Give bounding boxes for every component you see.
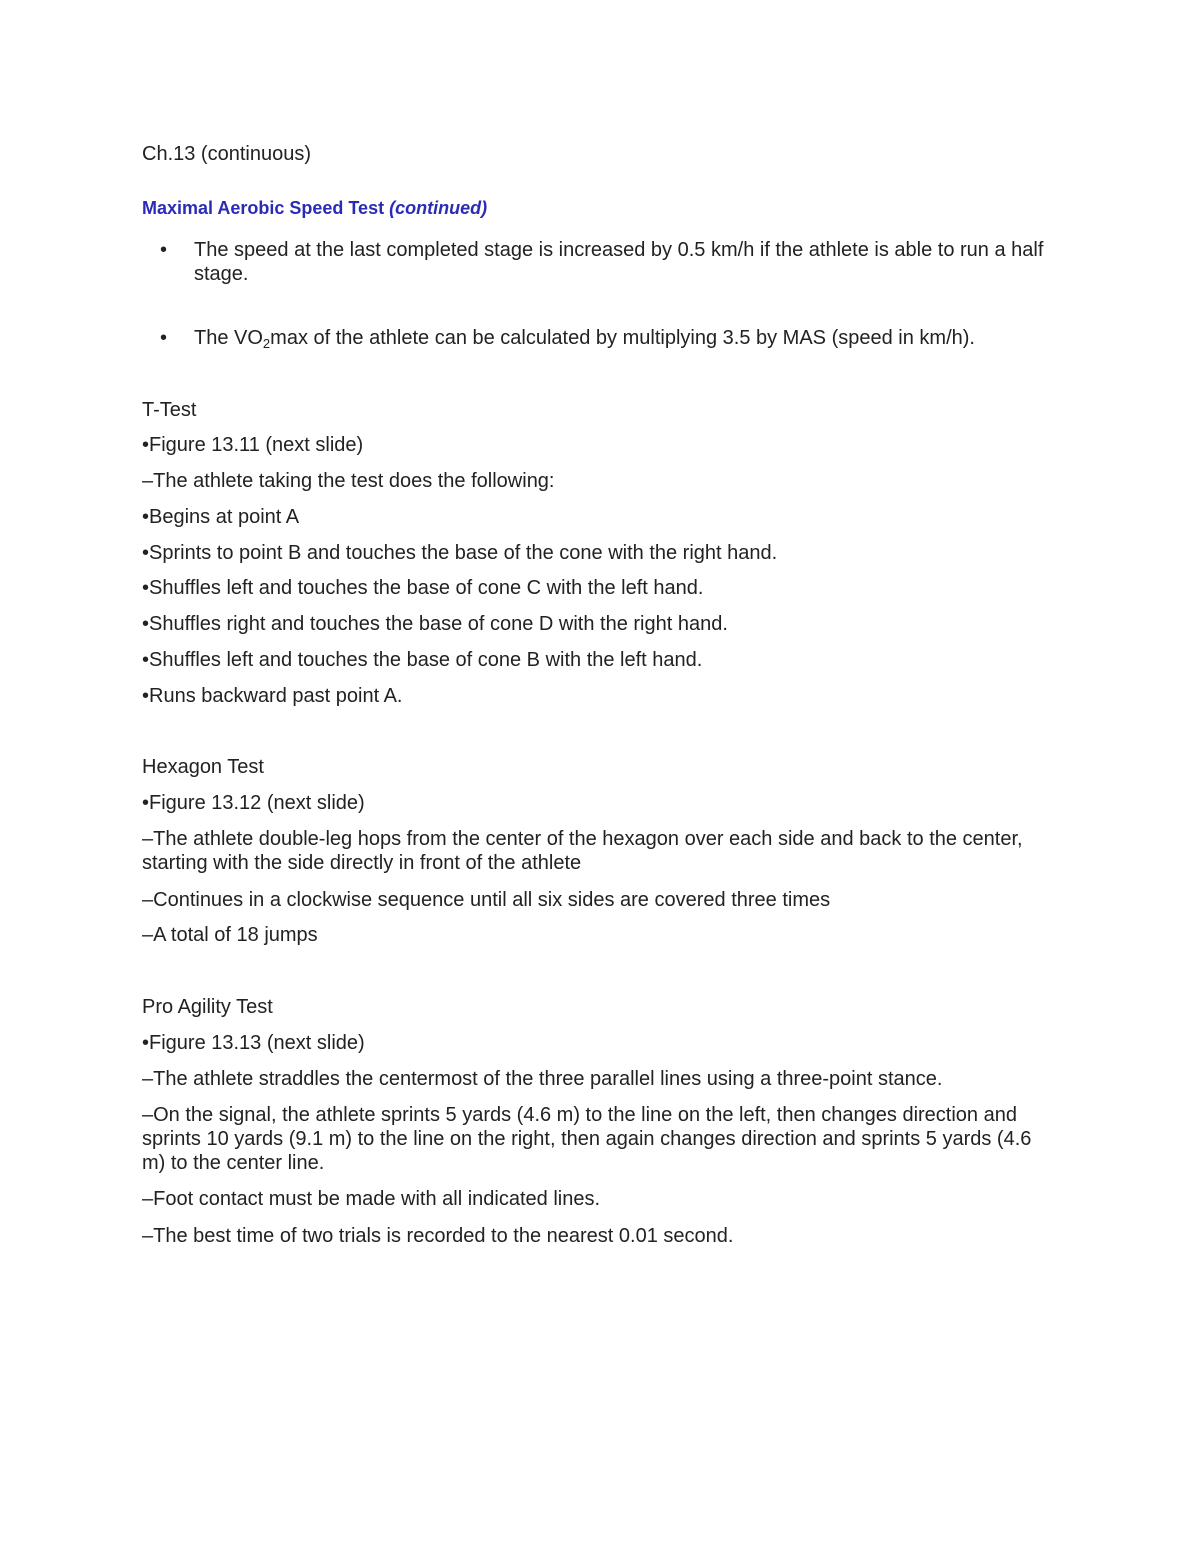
subscript-2: 2 <box>262 336 271 351</box>
proagility-line: •Figure 13.13 (next slide) <box>142 1032 365 1054</box>
proagility-line: –The athlete straddles the centermost of the three parallel lines using a three-point stance. <box>142 1068 943 1090</box>
ttest-line: •Shuffles left and touches the base of cone B with the left hand. <box>142 649 703 671</box>
mas-bullet-2-post: max of the athlete can be calculated by multiplying 3.5 by MAS (speed in km/h). <box>270 327 975 349</box>
bullet-marker: • <box>160 239 168 261</box>
ttest-line: –The athlete taking the test does the following: <box>142 470 555 492</box>
ttest-line: •Figure 13.11 (next slide) <box>142 434 364 456</box>
mas-heading <box>142 196 487 220</box>
mas-heading-suffix: (continued) <box>389 198 488 218</box>
ttest-line: •Sprints to point B and touches the base of the cone with the right hand. <box>142 542 778 564</box>
chapter-title: Ch.13 (continuous) <box>142 143 311 165</box>
proagility-heading: Pro Agility Test <box>142 996 273 1018</box>
ttest-heading: T-Test <box>142 399 197 421</box>
hexagon-line: –The athlete double-leg hops from the center of the hexagon over each side and back to the center, starting with the side directly in front of the athlete <box>142 828 1023 874</box>
ttest-line: •Shuffles right and touches the base of cone D with the right hand. <box>142 613 728 635</box>
hexagon-line: –Continues in a clockwise sequence until all six sides are covered three times <box>142 889 831 911</box>
ttest-line: •Shuffles left and touches the base of cone C with the left hand. <box>142 577 704 599</box>
hexagon-line: –A total of 18 jumps <box>142 924 318 946</box>
proagility-line: –The best time of two trials is recorded to the nearest 0.01 second. <box>142 1225 734 1247</box>
ttest-line: •Runs backward past point A. <box>142 685 403 707</box>
mas-heading-text: Maximal Aerobic Speed Test <box>142 198 385 218</box>
mas-bullet-2-pre: The VO <box>194 327 263 349</box>
bullet-marker: • <box>160 327 168 349</box>
mas-bullet-2-text <box>194 326 1054 350</box>
proagility-line: –On the signal, the athlete sprints 5 yards (4.6 m) to the line on the left, then changes direction and sprints 10 yards (9.1 m) to the line on the right, then again changes direction and sprints 5 yards (4.6 m) to the center line. <box>142 1104 1032 1174</box>
proagility-line: –Foot contact must be made with all indicated lines. <box>142 1188 601 1210</box>
mas-bullet-1-text: The speed at the last completed stage is increased by 0.5 km/h if the athlete is able to run a half stage. <box>194 239 1044 285</box>
ttest-line: •Begins at point A <box>142 506 300 528</box>
hexagon-line: •Figure 13.12 (next slide) <box>142 792 365 814</box>
hexagon-heading: Hexagon Test <box>142 756 264 778</box>
